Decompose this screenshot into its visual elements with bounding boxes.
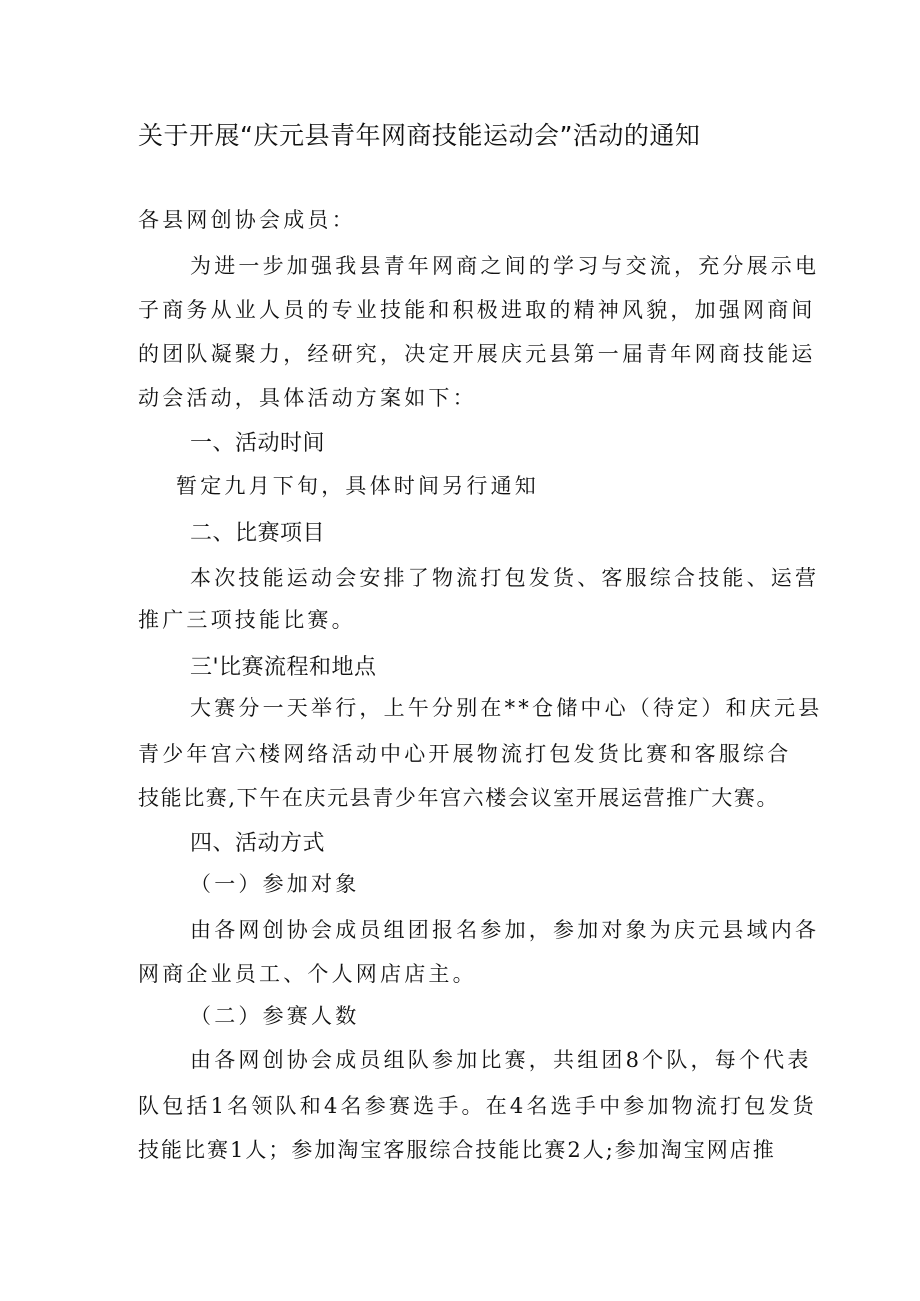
section-line: 暂定九月下旬，具体时间另行通知 bbox=[176, 474, 539, 498]
section-line: 技能比赛,下午在庆元县青少年宫六楼会议室开展运营推广大赛。 bbox=[138, 786, 780, 810]
section-line: 由各网创协会成员组队参加比赛，共组团8个队，每个代表 bbox=[190, 1048, 812, 1072]
intro-line: 子商务从业人员的专业技能和积极进取的精神风貌，加强网商间 bbox=[138, 298, 816, 322]
section-heading-1: 一、活动时间 bbox=[190, 431, 326, 456]
intro-line: 为进一步加强我县青年网商之间的学习与交流，充分展示电 bbox=[190, 254, 820, 278]
section-line: 网商企业员工、个人网店店主。 bbox=[138, 962, 477, 986]
section-line: 由各网创协会成员组团报名参加，参加对象为庆元县域内各 bbox=[190, 918, 820, 942]
section-heading-3: 三'比赛流程和地点 bbox=[190, 655, 377, 680]
section-heading-4: 四、活动方式 bbox=[190, 831, 326, 856]
subsection-heading-2: （二）参赛人数 bbox=[190, 1004, 360, 1028]
section-line: 队包括1名领队和4名参赛选手。在4名选手中参加物流打包发货 bbox=[138, 1094, 817, 1118]
section-line: 技能比赛1人；参加淘宝客服综合技能比赛2人;参加淘宝网店推 bbox=[138, 1138, 776, 1162]
section-line: 大赛分一天举行，上午分别在**仓储中心（待定）和庆元县 bbox=[190, 696, 823, 720]
section-line: 本次技能运动会安排了物流打包发货、客服综合技能、运营 bbox=[190, 566, 820, 590]
intro-line: 的团队凝聚力，经研究，决定开展庆元县第一届青年网商技能运 bbox=[138, 342, 816, 366]
subsection-heading-1: （一）参加对象 bbox=[190, 872, 360, 896]
document-title: 关于开展“庆元县青年网商技能运动会”活动的通知 bbox=[138, 121, 701, 150]
intro-line: 动会活动，具体活动方案如下： bbox=[138, 386, 477, 410]
salutation: 各县网创协会成员： bbox=[138, 208, 356, 232]
section-line: 推广三项技能比赛。 bbox=[138, 608, 356, 632]
section-line: 青少年宫六楼网络活动中心开展物流打包发货比赛和客服综合 bbox=[138, 742, 792, 766]
section-heading-2: 二、比赛项目 bbox=[190, 521, 326, 546]
